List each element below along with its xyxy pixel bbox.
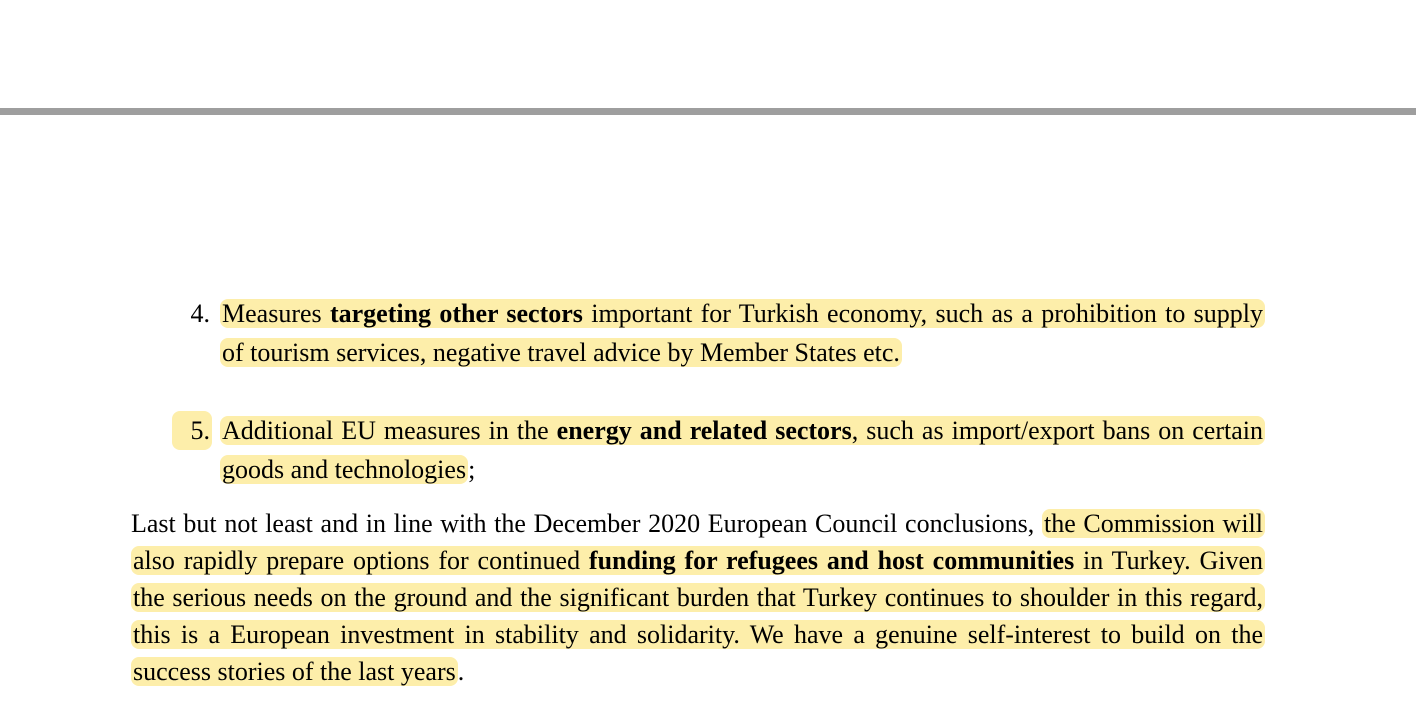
text-run: in Turkey. Given the serious needs on the ground and the significant burden that Turkey continues to shoulder in this regard, this is a European investment in stability and solidarity. We have a genuine self-interest to build on the success stories of the last years: [133, 546, 1263, 686]
text-run: the Commission will also rapidly prepare options for continued: [133, 509, 1263, 575]
list-item-text: [220, 294, 1265, 372]
highlighted-text: [220, 416, 1265, 484]
bold-text: energy and related sectors: [556, 416, 852, 445]
text-run: Additional EU measures in the: [222, 416, 557, 445]
text-run: Measures: [222, 299, 330, 328]
bold-text: funding for refugees and host communities: [588, 546, 1075, 575]
highlighted-text: [220, 299, 1265, 367]
list-item-text: [220, 411, 1265, 489]
text-run: important for Turkish economy, such as a prohibition to supply of tourism services, negative travel advice by Member States etc.: [222, 299, 1264, 367]
list-item-number: 5.: [172, 411, 212, 450]
text-run: , such as import/export bans on certain goods and technologies: [222, 416, 1263, 484]
text-run: .: [457, 657, 465, 686]
text-run: Last but not least and in line with the December 2020 European Council conclusions,: [131, 509, 1042, 538]
body-paragraph: [131, 505, 1265, 690]
bold-text: targeting other sectors: [329, 299, 583, 328]
text-run: ;: [468, 455, 476, 484]
list-item-number: 4.: [190, 299, 210, 328]
